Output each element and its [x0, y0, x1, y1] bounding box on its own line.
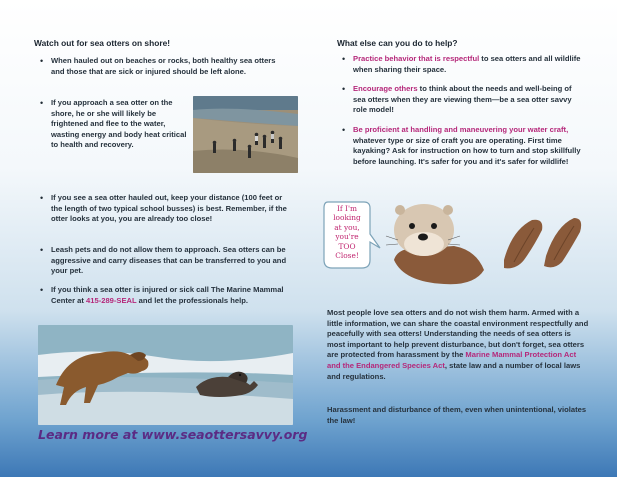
list-item: • If you see a sea otter hauled out, keep your distance (100 feet or the length of two typical school busses) is best. Remember, if the otter looks at you, you are already too close! — [51, 193, 291, 225]
list-item: • If you think a sea otter is injured or sick call The Marine Mammal Center at 415-289-SEAL and let the professionals help. — [51, 285, 291, 306]
speech-line: If I'm — [337, 204, 357, 213]
list-item: • Leash pets and do not allow them to approach. Sea otters can be aggressive and carry diseases that can be transferred to you and your pet. — [51, 245, 291, 277]
phone-number[interactable]: 415-289-SEAL — [86, 295, 137, 305]
list-item: • Practice behavior that is respectful to sea otters and all wildlife when sharing their space. — [353, 54, 585, 75]
speech-line: TOO — [338, 241, 356, 251]
dog-seal-photo — [38, 325, 293, 425]
speech-bubble — [322, 198, 382, 276]
speech-line: looking — [333, 213, 361, 223]
speech-line: you're — [335, 232, 359, 242]
law-paragraph: Harassment and disturbance of them, even when unintentional, violates the law! — [327, 405, 587, 425]
right-heading: What else can you do to help? — [337, 38, 458, 48]
website-link[interactable]: Learn more at www.seaottersavvy.org — [38, 427, 308, 442]
beach-people-photo — [193, 96, 298, 173]
closing-paragraph: Most people love sea otters and do not wish them harm. Armed with a little information, we can share the coastal environment respectfully and peacefully with sea otters! Understanding the needs of sea otters is most important to help prevent disturbance, but don't forget, sea otters are protected from harassment by the Marine Mammal Protection Act and the Endangered Species Act, state law and a number of local laws and regulations. — [327, 308, 589, 381]
list-item: • Encourage others to think about the needs and well-being of sea otters when they are viewing them—be a sea otter savvy role model! — [353, 84, 585, 116]
left-heading: Watch out for sea otters on shore! — [34, 38, 171, 48]
list-item: • If you approach a sea otter on the shore, he or she will likely be frightened and flee to the water, wasting energy and body heat critical to health and recovery. — [51, 98, 189, 151]
speech-line: at you, — [334, 222, 360, 232]
list-item: • Be proficient at handling and maneuvering your water craft, whatever type or size of craft you are operating. First time kayaking? Ask for instruction on how to turn and stop skillfully before launching. It's safer for you and it's safer for wildlife! — [353, 125, 585, 167]
sea-otter-illustration — [384, 190, 586, 290]
list-item: • When hauled out on beaches or rocks, both healthy sea otters and those that are sick or injured should be left alone. — [51, 56, 291, 77]
speech-line: Close! — [335, 251, 359, 261]
